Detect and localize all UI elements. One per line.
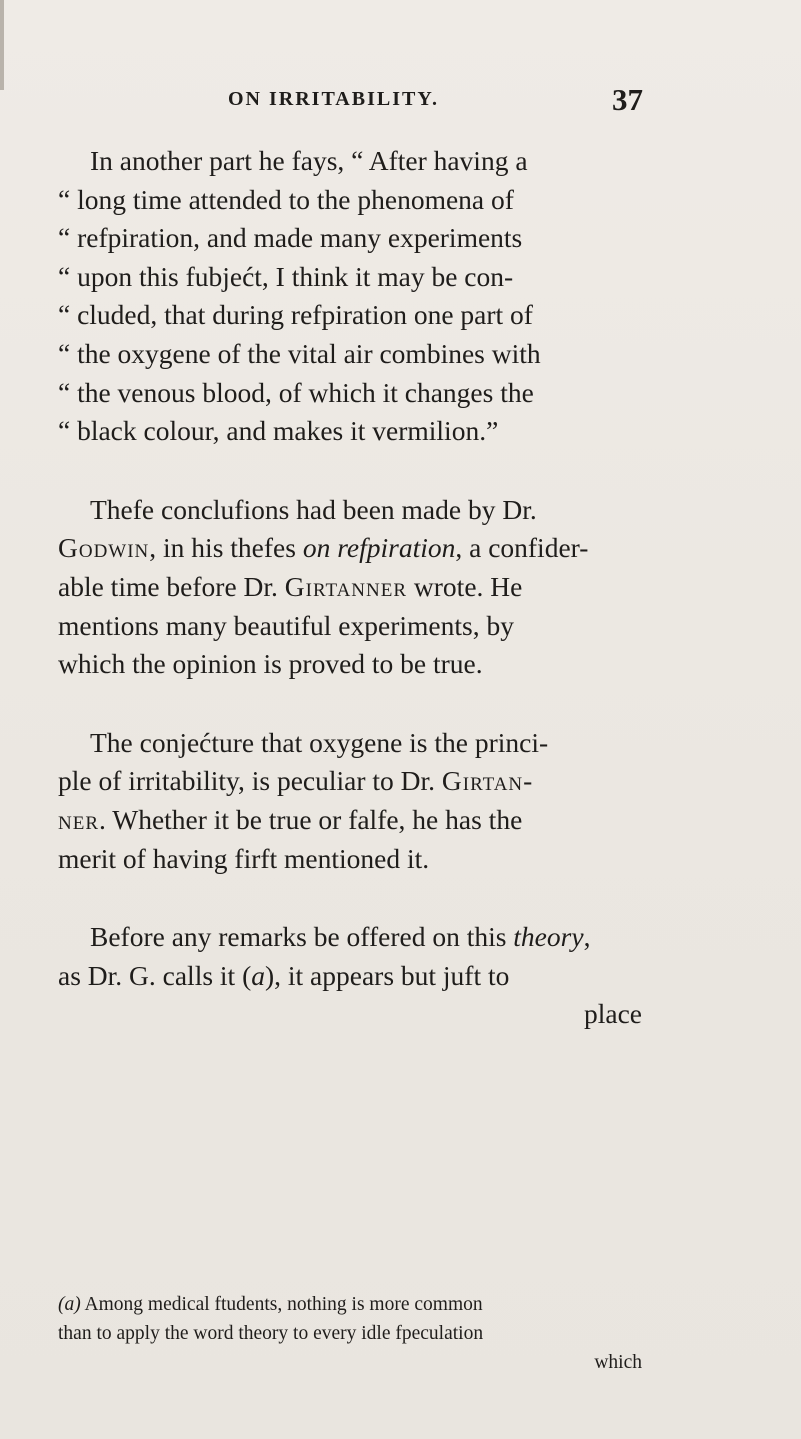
running-head: ON IRRITABILITY.: [228, 88, 439, 110]
footnote-line: (a) Among medical ftudents, nothing is more common: [58, 1294, 483, 1315]
paragraph-quote: [58, 142, 658, 451]
footnote-mark: (a): [58, 1294, 81, 1315]
text-line: merit of having firft mentioned it.: [58, 842, 430, 874]
text-line: “ black colour, and makes it vermilion.”: [58, 415, 499, 447]
page-edge: [0, 0, 4, 90]
text-line: ner. Whether it be true or falfe, he has the: [58, 803, 523, 835]
page-number: 37: [612, 82, 643, 117]
author-name: Girtanner: [284, 570, 408, 602]
text-line: Godwin, in his thefes on refpiration, a confider-: [58, 532, 589, 564]
text-line: “ upon this fubjećt, I think it may be con-: [58, 260, 514, 292]
text-line: ple of irritability, is peculiar to Dr. Girtan-: [58, 765, 534, 797]
footnote-line: than to apply the word theory to every idle fpeculation: [58, 1323, 484, 1344]
text-line: The conjećture that oxygene is the princi-: [90, 726, 549, 758]
text-line: “ the oxygene of the vital air combines with: [58, 337, 541, 369]
author-name: Girtan-: [441, 765, 534, 797]
paragraph-remarks: [58, 918, 658, 1034]
author-name: ner: [58, 803, 99, 835]
text-line: “ long time attended to the phenomena of: [58, 183, 514, 215]
footnote-ref: a: [251, 959, 265, 991]
page-header: [0, 82, 801, 122]
body-text: [58, 142, 658, 1034]
paragraph-conclusions: [58, 491, 658, 684]
text-line: Before any remarks be offered on this theory,: [90, 921, 591, 953]
catchword: place: [583, 998, 642, 1030]
italic-term: theory: [513, 921, 584, 953]
text-line: Thefe conclufions had been made by Dr.: [90, 493, 537, 525]
footnote-catchword: which: [594, 1352, 642, 1373]
text-line: able time before Dr. Girtanner wrote. He: [58, 570, 523, 602]
author-name: Godwin: [58, 532, 150, 564]
thesis-title: on refpiration: [302, 532, 456, 564]
footnote: [58, 1290, 658, 1377]
text-line: “ the venous blood, of which it changes the: [58, 376, 534, 408]
text-line: “ cluded, that during refpiration one part of: [58, 299, 533, 331]
text-line: which the opinion is proved to be true.: [58, 648, 483, 680]
text-line: “ refpiration, and made many experiments: [58, 222, 523, 254]
paragraph-conjecture: [58, 724, 658, 878]
text-line: as Dr. G. calls it (a), it appears but juft to: [58, 959, 510, 991]
text-line: mentions many beautiful experiments, by: [58, 609, 514, 641]
text-line: In another part he fays, “ After having a: [90, 145, 528, 176]
